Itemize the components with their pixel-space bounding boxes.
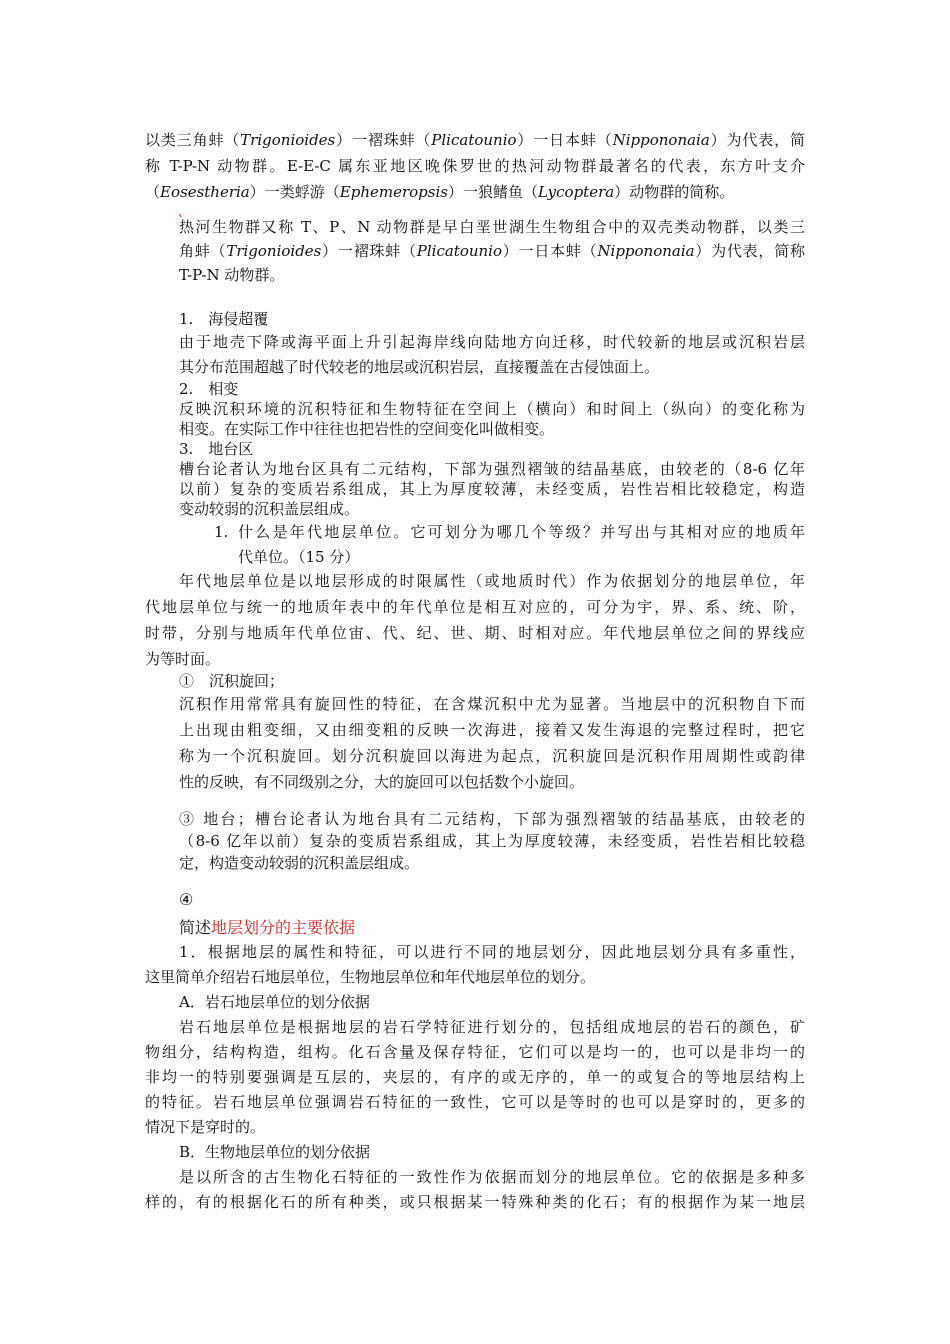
text-line: （Eosestheria）一类蜉游（Ephemeropsis）一狼鳍鱼（Lycoptera）动物群的简称。: [145, 183, 735, 201]
text-line: 情况下是穿时的。: [145, 1118, 266, 1136]
text-line: 样的，有的根据化石的所有种类，或只根据某一特殊种类的化石；有的根据作为某一地层: [145, 1193, 805, 1211]
text-line: 这里简单介绍岩石地层单位，生物地层单位和年代地层单位的划分。: [145, 968, 596, 986]
circle4-marker: ④: [179, 890, 194, 909]
item3-body: [179, 459, 805, 519]
question-text-cont: 代单位。（15 分）: [238, 548, 360, 566]
text-line: 年代地层单位是以地层形成的时限属性（或地质时代）作为依据划分的地层单位，年: [179, 572, 805, 590]
text-line: 称为一个沉积旋回。划分沉积旋回以海进为起点，沉积旋回是沉积作用周期性或韵律: [179, 747, 805, 765]
text-line: 热河生物群又称 T、P、N 动物群是早白垩世湖生生物组合中的双壳类动物群，以类三: [179, 218, 805, 236]
item2-body: [179, 399, 805, 439]
text-line: T-P-N 动物群。: [179, 266, 285, 284]
text-line: 反映沉积环境的沉积特征和生物特征在空间上（横向）和时间上（纵向）的变化称为: [179, 400, 805, 418]
section-title-highlight: 地层划分的主要依据: [211, 918, 356, 937]
circle3-body: [179, 808, 805, 874]
text-line: 相变。在实际工作中往往也把岩性的空间变化叫做相变。: [179, 420, 555, 438]
item1-heading: 1. 海侵超覆: [179, 310, 269, 328]
text-line: 时带，分别与地质年代单位宙、代、纪、世、期、时相对应。年代地层单位之间的界线应: [145, 624, 805, 642]
text-line: 是以所含的古生物化石特征的一致性作为依据而划分的地层单位。它的依据是多种多: [179, 1168, 805, 1186]
text-line: 上出现由粗变细，又由细变粗的反映一次海进，接着又发生海退的完整过程时，把它: [179, 721, 805, 739]
text-line: 的特征。岩石地层单位强调岩石特征的一致性，它可以是等时的也可以是穿时的，更多的: [145, 1093, 805, 1111]
section-title: 简述地层划分的主要依据: [179, 918, 356, 937]
question-text: [238, 520, 805, 545]
text-line: 定，构造变动较弱的沉积盖层组成。: [179, 854, 420, 872]
text-line: 非均一的特别要强调是互层的，夹层的，有序的或无序的，单一的或复合的等地层结构上: [145, 1068, 805, 1086]
text-line: 角蚌（Trigonioides）一褶珠蚌（Plicatounio）一日本蚌（Nippononaia）为代表，简称: [179, 242, 805, 260]
text-line: 性的反映，有不同级别之分，大的旋回可以包括数个小旋回。: [179, 773, 585, 791]
subheading-b: B．生物地层单位的划分依据: [179, 1143, 371, 1161]
text-line: 称 T-P-N 动物群。E-E-C 属东亚地区晚侏罗世的热河动物群最著名的代表，东方叶支介: [145, 157, 805, 175]
text-line: 为等时面。: [145, 650, 221, 668]
text-line: 沉积作用常常具有旋回性的特征，在含煤沉积中尤为显著。当地层中的沉积物自下而: [179, 695, 805, 713]
text-line: 什么是年代地层单位。它可划分为哪几个等级？并写出与其相对应的地质年: [238, 523, 805, 541]
subheading-a: A．岩石地层单位的划分依据: [179, 993, 370, 1011]
item1-body: [179, 330, 805, 380]
text-line: 以类三角蚌（Trigonioides）一褶珠蚌（Plicatounio）一日本蚌（Nippononaia）为代表，简: [145, 131, 805, 149]
item2-heading: 2. 相变: [179, 380, 239, 398]
text-line: 由于地壳下降或海平面上升引起海岸线向陆地方向迁移，时代较新的地层或沉积岩层: [179, 333, 805, 351]
text-line: 变动较弱的沉积盖层组成。: [179, 500, 360, 518]
text-line: 物组分，结构构造，组构。化石含量及保存特征，它们可以是均一的，也可以是非均一的: [145, 1043, 805, 1061]
intro-paragraph: [145, 127, 805, 205]
text-line: 代地层单位与统一的地质年表中的年代单位是相互对应的，可分为宇，界、系、统、阶，: [145, 598, 805, 616]
question-number: 1.: [214, 523, 229, 541]
jehol-paragraph: [179, 215, 805, 287]
item3-heading: 3. 地台区: [179, 440, 254, 458]
text-line: ③ 地台；槽台论者认为地台具有二元结构，下部为强烈褶皱的结晶基底，由较老的: [179, 810, 805, 828]
text-line: （8-6 亿年以前）复杂的变质岩系组成，其上为厚度较薄，未经变质，岩性岩相比较稳: [179, 832, 805, 850]
red-revision-mark: 、: [178, 205, 191, 219]
text-line: 1．根据地层的属性和特征，可以进行不同的地层划分，因此地层划分具有多重性，: [179, 943, 805, 961]
answer-paragraph: [145, 568, 805, 672]
circle1-heading: ① 沉积旋回；: [179, 672, 285, 690]
section-body: [145, 940, 805, 1215]
text-line: 以前）复杂的变质岩系组成，其上为厚度较薄，未经变质，岩性岩相比较稳定，构造: [179, 480, 805, 498]
text-line: 岩石地层单位是根据地层的岩石学特征进行划分的，包括组成地层的岩石的颜色，矿: [179, 1018, 805, 1036]
text-line: 其分布范围超越了时代较老的地层或沉积岩层，直接覆盖在古侵蚀面上。: [179, 358, 660, 376]
circle1-body: [179, 691, 805, 795]
text-line: 槽台论者认为地台区具有二元结构，下部为强烈褶皱的结晶基底，由较老的（8-6 亿年: [179, 460, 805, 478]
